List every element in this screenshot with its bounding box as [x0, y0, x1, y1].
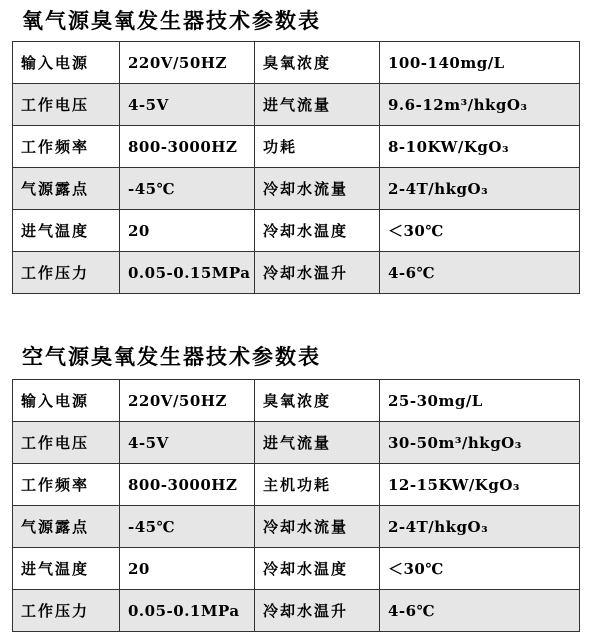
param-label: 气源露点 — [13, 168, 120, 210]
param-label: 气源露点 — [13, 506, 120, 548]
param-label: 工作频率 — [13, 464, 120, 506]
param-label: 冷却水温度 — [255, 548, 380, 590]
table-row — [13, 126, 580, 168]
param-label: 工作电压 — [13, 422, 120, 464]
table-row — [13, 252, 580, 294]
param-value: 4-5V — [120, 422, 255, 464]
table-row — [13, 42, 580, 84]
param-label: 输入电源 — [13, 42, 120, 84]
param-label: 工作电压 — [13, 84, 120, 126]
param-label: 功耗 — [255, 126, 380, 168]
param-value: 30-50m³/hkgO₃ — [380, 422, 580, 464]
param-value: ＜30℃ — [380, 548, 580, 590]
param-label: 工作频率 — [13, 126, 120, 168]
table-row — [13, 464, 580, 506]
param-label: 冷却水温升 — [255, 252, 380, 294]
param-label: 工作压力 — [13, 590, 120, 632]
param-value: 20 — [120, 210, 255, 252]
param-label: 臭氧浓度 — [255, 42, 380, 84]
param-label: 工作压力 — [13, 252, 120, 294]
param-value: 800-3000HZ — [120, 126, 255, 168]
param-value: 4-6℃ — [380, 590, 580, 632]
param-label: 进气温度 — [13, 210, 120, 252]
param-value: 220V/50HZ — [120, 380, 255, 422]
param-value: 0.05-0.15MPa — [120, 252, 255, 294]
param-label: 冷却水流量 — [255, 168, 380, 210]
param-label: 进气流量 — [255, 84, 380, 126]
param-value: 4-6℃ — [380, 252, 580, 294]
param-value: 100-140mg/L — [380, 42, 580, 84]
param-label: 进气流量 — [255, 422, 380, 464]
param-value: 220V/50HZ — [120, 42, 255, 84]
param-value: 4-5V — [120, 84, 255, 126]
oxygen-source-spec-table — [12, 41, 580, 294]
table-row — [13, 422, 580, 464]
table-row — [13, 168, 580, 210]
air-source-table-title: 空气源臭氧发生器技术参数表 — [22, 344, 321, 369]
table-row — [13, 210, 580, 252]
table-row — [13, 84, 580, 126]
param-value: 25-30mg/L — [380, 380, 580, 422]
table-row — [13, 548, 580, 590]
param-value: 0.05-0.1MPa — [120, 590, 255, 632]
param-label: 主机功耗 — [255, 464, 380, 506]
param-value: 9.6-12m³/hkgO₃ — [380, 84, 580, 126]
param-value: 2-4T/hkgO₃ — [380, 506, 580, 548]
table-row — [13, 506, 580, 548]
param-value: 800-3000HZ — [120, 464, 255, 506]
param-label: 输入电源 — [13, 380, 120, 422]
param-value: ＜30℃ — [380, 210, 580, 252]
oxygen-source-table-title: 氧气源臭氧发生器技术参数表 — [22, 8, 321, 33]
param-label: 冷却水流量 — [255, 506, 380, 548]
table-row — [13, 590, 580, 632]
param-label: 冷却水温度 — [255, 210, 380, 252]
param-value: 8-10KW/KgO₃ — [380, 126, 580, 168]
param-value: 2-4T/hkgO₃ — [380, 168, 580, 210]
param-value: 20 — [120, 548, 255, 590]
param-label: 进气温度 — [13, 548, 120, 590]
param-value: -45℃ — [120, 168, 255, 210]
param-value: -45℃ — [120, 506, 255, 548]
param-value: 12-15KW/KgO₃ — [380, 464, 580, 506]
air-source-spec-table — [12, 379, 580, 632]
param-label: 臭氧浓度 — [255, 380, 380, 422]
table-row — [13, 380, 580, 422]
param-label: 冷却水温升 — [255, 590, 380, 632]
